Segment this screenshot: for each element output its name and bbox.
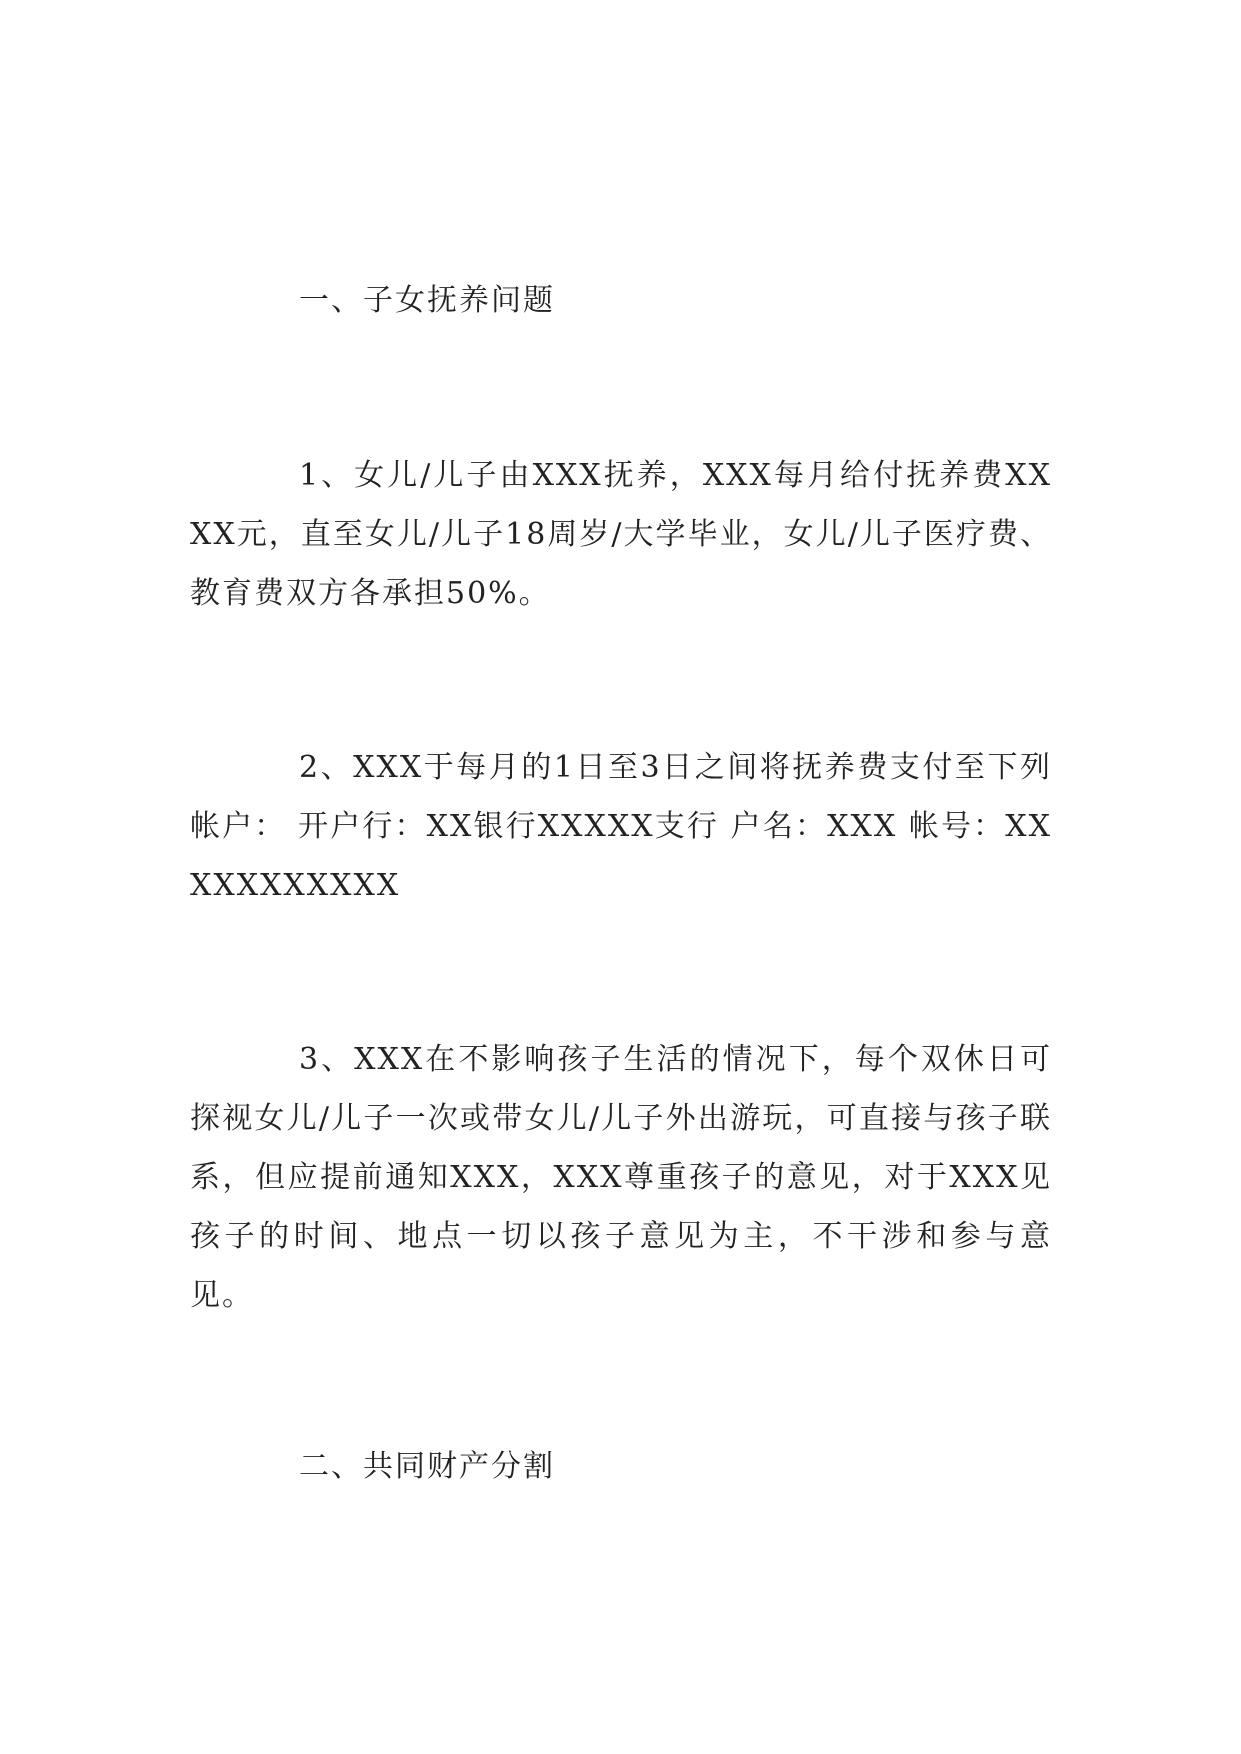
section-heading-property-division: 二、共同财产分割 <box>299 1449 555 1484</box>
paragraph-visitation-rights: 3、XXX在不影响孩子生活的情况下，每个双休日可探视女儿/儿子一次或带女儿/儿子外出游玩，可直接与孩子联系，但应提前通知XXX，XXX尊重孩子的意见，对于XXX见孩子的时间、地点一切以孩子意见为主，不干涉和参与意见。 <box>190 1042 1052 1313</box>
paragraph-child-support-payment: 1、女儿/儿子由XXX抚养，XXX每月给付抚养费XXXX元，直至女儿/儿子18周岁/大学毕业，女儿/儿子医疗费、教育费双方各承担50%。 <box>190 458 1052 611</box>
paragraph-payment-account: 2、XXX于每月的1日至3日之间将抚养费支付至下列帐户： 开户行：XX银行XXXXX支行 户名：XXX 帐号：XXXXXXXXXXX <box>190 750 1052 903</box>
section-heading-child-custody: 一、子女抚养问题 <box>299 283 555 318</box>
